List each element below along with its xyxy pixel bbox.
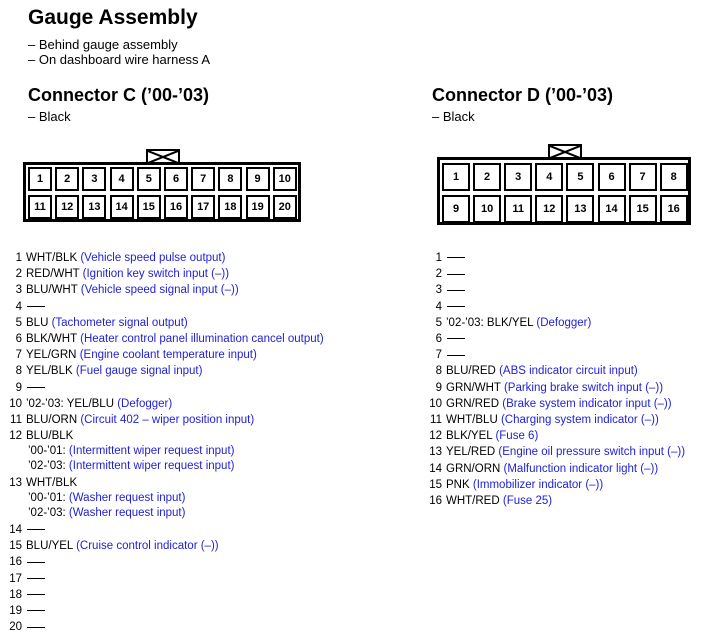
pin-cell: 3: [82, 167, 106, 191]
pin-function: (Vehicle speed pulse output): [80, 252, 226, 264]
pin-cell: 1: [28, 167, 52, 191]
pin-cell: 4: [110, 167, 134, 191]
pin-cell: 7: [629, 163, 657, 191]
pin-cell: 2: [55, 167, 79, 191]
pin-number: 15: [9, 540, 22, 553]
pin-cell: 7: [191, 167, 215, 191]
connector-c-face: [23, 162, 301, 222]
pin-function: (Engine oil pressure switch input (–)): [498, 446, 686, 459]
pin-function: (Vehicle speed signal input (–)): [80, 284, 239, 297]
pin-number: 9: [15, 381, 22, 394]
pin-number: 14: [9, 524, 22, 536]
pin-number: 3: [435, 284, 442, 297]
pin-row: [2, 283, 239, 297]
pin-cell: 8: [218, 167, 242, 191]
pin-number: 12: [429, 430, 442, 443]
pin-number: 9: [435, 381, 442, 394]
pin-function: (Malfunction indicator light (–)): [503, 462, 659, 475]
pin-function: (Fuel gauge signal input): [75, 365, 203, 378]
unused-pin-dash: [27, 627, 45, 628]
pin-row: [2, 348, 257, 362]
pin-row: [422, 445, 685, 459]
wire-color: BLU/ORN: [26, 414, 78, 426]
wire-color: BLU/WHT: [26, 284, 78, 297]
pin-number: 12: [9, 430, 22, 443]
pin-cell: 11: [504, 195, 532, 223]
pin-cell: 13: [82, 195, 106, 219]
wire-color: BLU/RED: [446, 365, 496, 378]
pin-row: [2, 429, 73, 443]
pin-number: 7: [15, 349, 22, 362]
pin-number: 16: [9, 556, 22, 569]
pin-row: [2, 300, 45, 314]
model-years: ’00-’01:: [28, 492, 66, 505]
wire-color: WHT/BLK: [26, 477, 78, 490]
pin-row: [2, 251, 225, 265]
pin-row: [2, 539, 219, 553]
model-years: ’00-’01:: [28, 445, 66, 458]
wire-color: BLK/YEL: [446, 430, 493, 443]
pin-cell: 2: [473, 163, 501, 191]
unused-pin-dash: [27, 594, 45, 595]
pin-function: (Circuit 402 – wiper position input): [80, 414, 255, 426]
wire-color: PNK: [446, 478, 470, 491]
pin-function: (Engine coolant temperature input): [79, 349, 257, 362]
pin-cell: 17: [191, 195, 215, 219]
unused-pin-dash: [447, 274, 465, 275]
connector-d-color: – Black: [432, 109, 475, 124]
wire-color: ’02-’03: YEL/BLU: [26, 397, 115, 410]
pin-cell: 15: [137, 195, 161, 219]
pin-number: 11: [10, 414, 22, 426]
pin-number: 15: [429, 478, 442, 491]
pin-number: 1: [15, 252, 22, 264]
pin-row: [2, 555, 45, 569]
wire-color: YEL/GRN: [26, 349, 77, 362]
pin-number: 4: [15, 300, 22, 313]
pin-number: 5: [15, 316, 22, 329]
pin-number: 3: [15, 284, 22, 297]
unused-pin-dash: [27, 387, 45, 388]
pin-number: 17: [9, 572, 22, 585]
pin-row: [2, 572, 45, 586]
pin-function: (Intermittent wiper request input): [68, 445, 235, 458]
location-line-2: – On dashboard wire harness A: [28, 52, 211, 67]
unused-pin-dash: [447, 257, 465, 258]
pin-row: [2, 413, 254, 427]
pin-row: [422, 283, 465, 297]
pin-row: [422, 267, 465, 281]
pin-number: 4: [435, 300, 442, 313]
pin-row: [2, 476, 77, 490]
pin-variant-row: [28, 491, 185, 505]
pin-row: [2, 316, 188, 330]
pin-function: (Cruise control indicator (–)): [76, 540, 219, 553]
unused-pin-dash: [27, 610, 45, 611]
pin-number: 11: [430, 414, 442, 426]
location-line-1: – Behind gauge assembly: [28, 37, 178, 52]
pin-row: [422, 413, 659, 427]
wire-color: WHT/BLU: [446, 414, 498, 426]
pin-number: 7: [435, 349, 442, 362]
wire-color: YEL/RED: [446, 446, 496, 459]
pin-function: (Tachometer signal output): [51, 316, 188, 329]
wire-color: BLU: [26, 316, 49, 329]
pin-cell: 8: [660, 163, 688, 191]
unused-pin-dash: [447, 338, 465, 339]
pin-function: (Fuse 6): [495, 430, 539, 443]
pin-row: [422, 251, 465, 265]
pin-number: 6: [435, 333, 442, 345]
pin-cell: 5: [566, 163, 594, 191]
pin-row: [422, 316, 591, 330]
wire-color: WHT/RED: [446, 495, 500, 507]
pin-row: [422, 348, 465, 362]
wire-color: GRN/RED: [446, 397, 500, 410]
pin-function: (Ignition key switch input (–)): [82, 268, 230, 281]
pin-cell: 14: [598, 195, 626, 223]
pin-function: (Intermittent wiper request input): [68, 460, 235, 472]
pin-cell: 10: [273, 167, 297, 191]
pin-cell: 12: [55, 195, 79, 219]
pin-variant-row: [28, 459, 234, 473]
connector-c-title: Connector C (’00-’03): [28, 85, 210, 105]
wire-color: GRN/WHT: [446, 381, 501, 394]
wire-color: ’02-’03: BLK/YEL: [446, 316, 534, 329]
pin-number: 6: [15, 333, 22, 345]
pin-row: [2, 364, 202, 378]
pin-cell: 6: [598, 163, 626, 191]
wire-color: GRN/ORN: [446, 462, 501, 475]
pin-cell: 10: [473, 195, 501, 223]
pin-cell: 3: [504, 163, 532, 191]
pin-cell: 5: [137, 167, 161, 191]
pin-row: [422, 429, 538, 443]
unused-pin-dash: [27, 529, 45, 530]
pin-row: [2, 604, 45, 618]
pin-row: [2, 523, 45, 537]
pin-number: 10: [9, 397, 22, 410]
wire-color: BLU/YEL: [26, 540, 73, 553]
pin-number: 16: [429, 495, 442, 507]
pin-cell: 14: [110, 195, 134, 219]
pin-cell: 19: [246, 195, 270, 219]
pin-function: (ABS indicator circuit input): [499, 365, 638, 378]
pin-cell: 6: [164, 167, 188, 191]
pin-cell: 12: [535, 195, 563, 223]
pin-row: [422, 381, 663, 395]
page-title: Gauge Assembly: [28, 6, 198, 29]
pin-cell: 18: [218, 195, 242, 219]
unused-pin-dash: [447, 355, 465, 356]
pin-number: 8: [435, 365, 442, 378]
pin-function: (Immobilizer indicator (–)): [472, 478, 604, 491]
pin-row: [2, 332, 324, 346]
pin-variant-row: [28, 444, 234, 458]
connector-d-title: Connector D (’00-’03): [432, 85, 614, 105]
unused-pin-dash: [27, 578, 45, 579]
model-years: ’02-’03:: [28, 460, 66, 472]
unused-pin-dash: [27, 562, 45, 563]
pin-cell: 16: [164, 195, 188, 219]
pin-row: [422, 364, 638, 378]
pin-function: (Charging system indicator (–)): [500, 414, 659, 426]
pin-row: [2, 588, 45, 602]
pin-row: [422, 478, 603, 492]
pin-number: 8: [15, 365, 22, 378]
connector-c-color: – Black: [28, 109, 71, 124]
pin-function: (Parking brake switch input (–)): [503, 381, 664, 394]
unused-pin-dash: [447, 306, 465, 307]
pin-number: 13: [429, 446, 442, 459]
pin-row: [2, 397, 172, 411]
pin-cell: 9: [246, 167, 270, 191]
pin-row: [422, 494, 552, 508]
pin-cell: 16: [660, 195, 688, 223]
wire-color: BLK/WHT: [26, 333, 77, 345]
wire-color: RED/WHT: [26, 268, 80, 281]
pin-cell: 4: [535, 163, 563, 191]
pin-number: 13: [9, 477, 22, 490]
pin-function: (Washer request input): [68, 492, 186, 505]
pin-row: [422, 397, 672, 411]
wire-color: WHT/BLK: [26, 252, 78, 264]
pin-row: [422, 332, 465, 346]
unused-pin-dash: [447, 290, 465, 291]
pin-number: 10: [429, 397, 442, 410]
pin-number: 20: [9, 621, 22, 634]
pin-cell: 1: [442, 163, 470, 191]
pin-function: (Washer request input): [68, 506, 186, 519]
pin-cell: 13: [566, 195, 594, 223]
pin-function: (Brake system indicator input (–)): [502, 397, 672, 410]
pin-number: 14: [429, 462, 442, 475]
unused-pin-dash: [27, 306, 45, 307]
pin-cell: 20: [273, 195, 297, 219]
pin-number: 19: [9, 605, 22, 617]
pin-cell: 9: [442, 195, 470, 223]
pin-number: 2: [435, 268, 442, 281]
pin-row: [2, 267, 229, 281]
pin-function: (Fuse 25): [502, 495, 553, 507]
pin-row: [2, 381, 45, 395]
pin-number: 5: [435, 316, 442, 329]
pin-number: 1: [435, 252, 442, 264]
pin-cell: 15: [629, 195, 657, 223]
pin-function: (Defogger): [536, 316, 592, 329]
model-years: ’02-’03:: [28, 506, 66, 519]
pin-number: 2: [15, 268, 22, 281]
pin-row: [422, 462, 658, 476]
pin-row: [2, 620, 45, 634]
connector-d-face: [437, 157, 691, 225]
wire-color: BLU/BLK: [26, 430, 74, 443]
pin-function: (Heater control panel illumination cancel output): [80, 333, 324, 345]
pin-function: (Defogger): [117, 397, 173, 410]
wire-color: YEL/BLK: [26, 365, 73, 378]
pin-variant-row: [28, 506, 185, 520]
pin-cell: 11: [28, 195, 52, 219]
pin-row: [422, 300, 465, 314]
pin-number: 18: [9, 588, 22, 601]
